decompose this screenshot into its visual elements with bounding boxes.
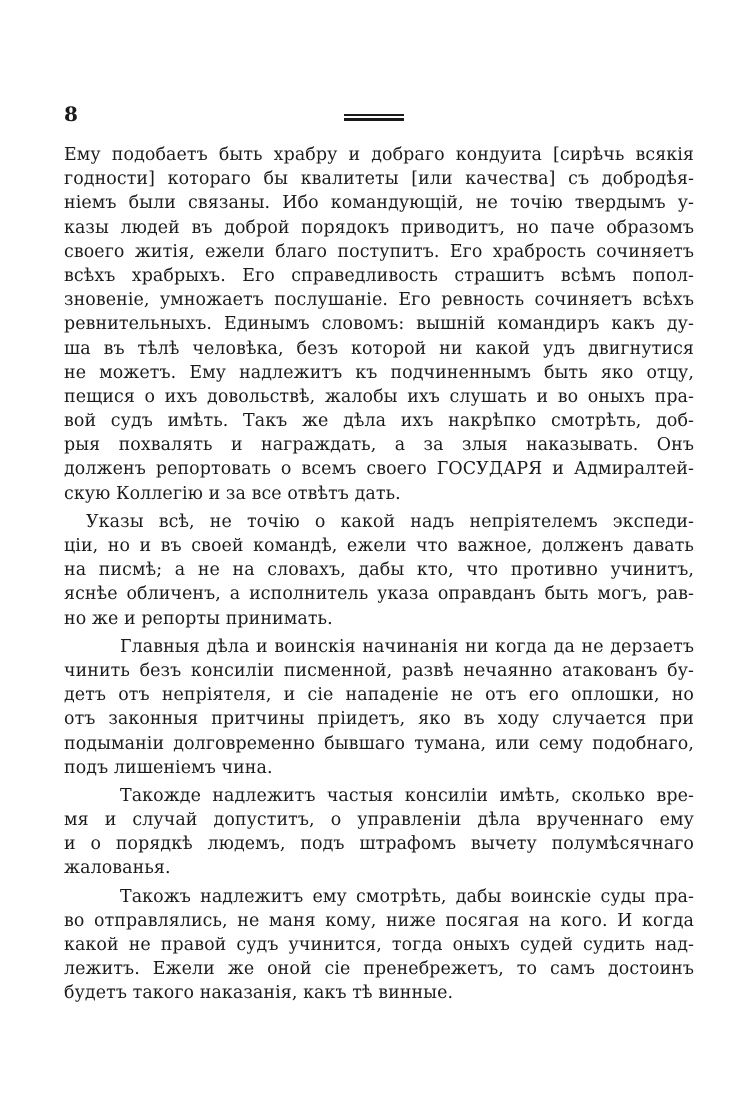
paragraph: [64, 143, 694, 506]
text-line: чинить безъ консиліи писменной, развѣ нечаянно атакованъ бу-: [64, 660, 694, 681]
text-line: во отправлялись, не маня кому, ниже посягая на кого. И когда: [64, 910, 694, 931]
text-line: лежитъ. Ежели же оной сіе пренебрежетъ, то самъ достоинъ: [64, 959, 694, 980]
text-line: будетъ такого наказанія, какъ тѣ винные.: [64, 983, 454, 1004]
paragraph: [64, 635, 694, 780]
text-line: зновеніе, умножаетъ послушаніе. Его ревность сочиняетъ всѣхъ: [64, 290, 694, 311]
page-number: 8: [64, 102, 78, 126]
text-line: но же и репорты принимать.: [64, 608, 333, 629]
paragraph: [64, 885, 694, 1006]
text-line: ревнительныхъ. Единымъ словомъ: вышній командиръ какъ ду-: [64, 314, 694, 335]
text-line: ціи, но и въ своей командѣ, ежели что важное, долженъ давать: [64, 536, 694, 556]
text-line: отъ законныя притчины пріидетъ, яко въ ходу случается при: [64, 709, 694, 730]
text-line: мя и случай допуститъ, о управленіи дѣла врученнаго ему: [64, 810, 694, 831]
text-line: не можетъ. Ему надлежитъ къ подчиненнымъ быть яко отцу,: [64, 362, 694, 383]
text-line: Указы всѣ, не точію о какой надъ непріятелемъ экспеди-: [86, 511, 694, 532]
paragraph: [64, 510, 694, 631]
text-line: жалованья.: [64, 858, 171, 879]
text-line: казы людей въ доброй порядокъ приводитъ, но паче образомъ: [64, 217, 694, 238]
text-line: яснѣе обличенъ, а исполнитель указа оправданъ быть могъ, рав-: [64, 584, 694, 605]
header-ornament: [344, 114, 404, 122]
ornament-rule-top: [344, 114, 404, 116]
text-line: долженъ репортовать о всемъ своего ГОСУДАРЯ и Адмиралтей-: [64, 459, 694, 480]
paragraph: [64, 784, 694, 881]
text-line: рыя похвалять и награждать, а за злыя наказывать. Онъ: [64, 435, 694, 456]
text-line: подыманіи долговременно бывшаго тумана, или сему подобнаго,: [64, 733, 694, 754]
text-line: Такожде надлежитъ частыя консиліи имѣть, сколько вре-: [120, 785, 694, 806]
text-line: вой судъ имѣть. Такъ же дѣла ихъ накрѣпко смотрѣть, доб-: [64, 411, 694, 432]
text-line: ніемъ были связаны. Ибо командующій, не точію твердымъ у-: [64, 193, 694, 214]
text-line: Главныя дѣла и воинскія начинанія ни когда да не дерзаетъ: [120, 636, 694, 657]
text-line: скую Коллегію и за все отвѣтъ дать.: [64, 483, 401, 504]
text-line: Такожъ надлежитъ ему смотрѣть, дабы воинскіе суды пра-: [120, 886, 694, 907]
text-line: пещися о ихъ довольствѣ, жалобы ихъ слушать и во оныхъ пра-: [64, 386, 694, 407]
text-line: Ему подобаетъ быть храбру и добраго кондуита [сирѣчь всякія: [64, 145, 694, 165]
text-line: всѣхъ храбрыхъ. Его справедливость страшитъ всѣмъ попол-: [64, 265, 694, 286]
page-header: [64, 100, 694, 130]
text-line: и о порядкѣ людемъ, подъ штрафомъ вычету полумѣсячнаго: [64, 834, 694, 855]
text-line: детъ отъ непріятеля, и сіе нападеніе не отъ его оплошки, но: [64, 685, 694, 706]
text-line: ша въ тѣлѣ человѣка, безъ которой ни какой удъ двигнутися: [64, 338, 694, 359]
text-line: подъ лишеніемъ чина.: [64, 757, 273, 778]
text-line: какой не правой судъ учинится, тогда оныхъ судей судить над-: [64, 935, 694, 955]
text-line: на писмѣ; а не на словахъ, дабы кто, что противно учинитъ,: [64, 560, 694, 581]
text-line: своего житія, ежели благо поступитъ. Его храбрость сочиняетъ: [64, 241, 694, 262]
page-body-text: [64, 143, 694, 1006]
ornament-rule-bottom: [344, 118, 404, 121]
text-line: годности] котораго бы квалитеты [или качества] съ добродѣя-: [64, 169, 694, 190]
